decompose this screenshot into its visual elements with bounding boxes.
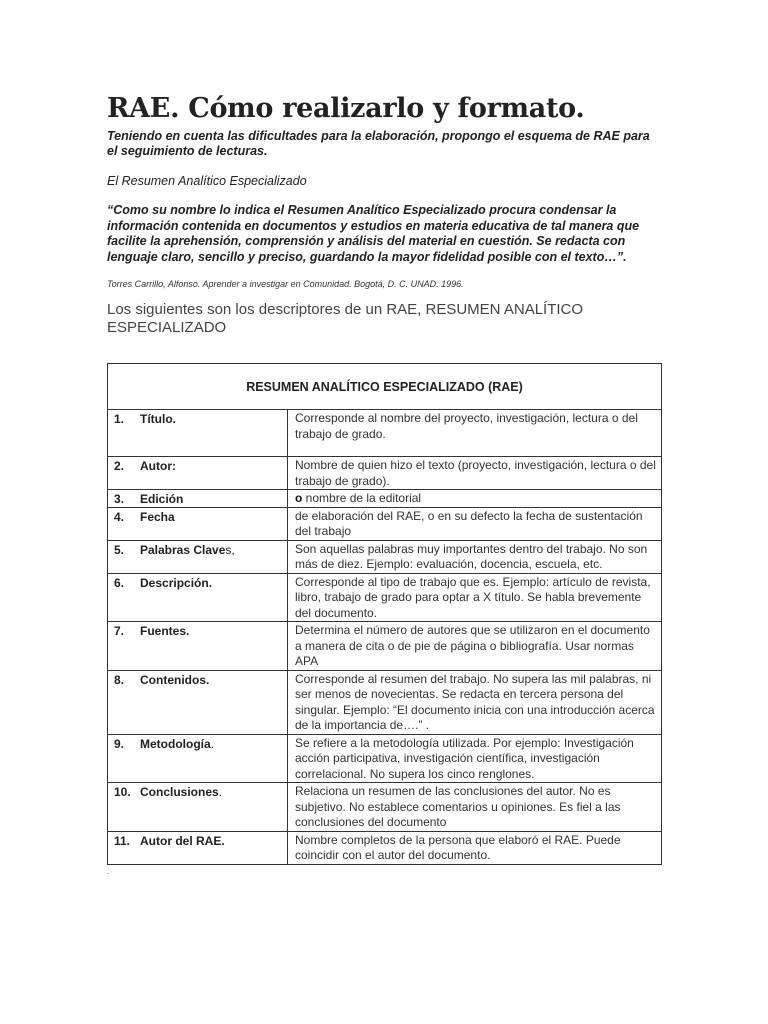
table-row	[108, 783, 662, 832]
descriptor-label-tail: s,	[225, 542, 235, 557]
section-subheading: El Resumen Analítico Especializado	[107, 174, 307, 188]
descriptor-number: 11.	[114, 833, 131, 848]
rae-table	[107, 363, 662, 865]
descriptor-number: 9.	[114, 736, 125, 751]
descriptor-number: 4.	[114, 509, 125, 524]
descriptor-label: Título.	[140, 412, 176, 426]
descriptor-label: Contenidos.	[140, 672, 210, 687]
descriptor-label-cell	[108, 490, 288, 508]
descriptor-label: Autor:	[140, 459, 176, 473]
descriptor-label: Palabras Clave	[140, 542, 226, 557]
descriptor-description-bold: o	[295, 491, 303, 505]
table-header: RESUMEN ANALÍTICO ESPECIALIZADO (RAE)	[108, 364, 662, 410]
descriptor-label-cell	[108, 734, 288, 783]
stray-mark: .	[107, 866, 110, 876]
descriptor-description-cell	[288, 507, 662, 540]
descriptor-description-cell	[288, 540, 662, 573]
descriptor-description: Nombre completos de la persona que elaboró el RAE. Puede coincidir con el autor del documento.	[295, 832, 621, 862]
document-body	[107, 93, 663, 337]
descriptor-description: nombre de la editorial	[302, 491, 422, 505]
descriptor-description-cell	[288, 783, 662, 832]
descriptor-number: 7.	[114, 624, 125, 638]
descriptor-label: Conclusiones	[140, 785, 219, 799]
descriptor-label-cell	[108, 670, 288, 734]
descriptor-description-cell	[288, 622, 662, 671]
definition-quote: “Como su nombre lo indica el Resumen Analítico Especializado procura condensar la información contenida en documentos y estudios en materia educativa de tal manera que facilite la aprehensión, comprensión y análisis del material en cuestión. Se redacta con lenguaje claro, sencillo y preciso, guardando la mayor fidelidad posible con el texto…”.	[107, 203, 640, 264]
table-row	[108, 540, 662, 573]
descriptor-label-cell	[108, 573, 288, 622]
descriptor-number: 5.	[114, 542, 125, 557]
descriptor-label-cell	[108, 831, 288, 864]
descriptor-label: Fuentes.	[140, 624, 190, 638]
descriptor-label: Autor del RAE.	[140, 833, 225, 848]
descriptor-description: Corresponde al tipo de trabajo que es. Ejemplo: artículo de revista, libro, trabajo de grado para optar a X título. Se habla brevemente del documento.	[295, 574, 651, 620]
descriptor-number: 8.	[114, 672, 125, 687]
table-row	[108, 831, 662, 864]
table-row	[108, 507, 662, 540]
descriptor-number: 2.	[114, 459, 125, 473]
descriptor-intro: Los siguientes son los descriptores de un RAE, RESUMEN ANALÍTICO ESPECIALIZADO	[107, 301, 584, 336]
descriptor-label: Metodología	[140, 736, 211, 751]
table-row	[108, 670, 662, 734]
table-row	[108, 410, 662, 457]
descriptor-description-cell	[288, 831, 662, 864]
intro-paragraph: Teniendo en cuenta las dificultades para la elaboración, propongo el esquema de RAE para el seguimiento de lecturas.	[107, 129, 650, 158]
table-row	[108, 573, 662, 622]
descriptor-description-cell	[288, 490, 662, 508]
page-title: RAE. Cómo realizarlo y formato.	[107, 93, 585, 124]
table-row	[108, 490, 662, 508]
descriptor-description: de elaboración del RAE, o en su defecto la fecha de sustentación del trabajo	[295, 508, 643, 538]
table-header-row	[108, 364, 662, 410]
descriptor-description: Se refiere a la metodología utilizada. Por ejemplo: Investigación acción participativa, investigación científica, investigación correlacional. No supera los cinco renglones.	[295, 735, 634, 781]
descriptor-label-tail: .	[210, 736, 215, 751]
descriptor-label: Fecha	[140, 509, 175, 524]
descriptor-label-cell	[108, 540, 288, 573]
descriptor-number: 1.	[114, 412, 125, 426]
descriptor-description: Nombre de quien hizo el texto (proyecto, investigación, lectura o del trabajo de grado).	[295, 458, 656, 488]
citation: Torres Carrillo, Alfonso. Aprender a investigar en Comunidad. Bogotá, D. C. UNAD. 1996.	[107, 279, 464, 289]
descriptor-description-cell	[288, 670, 662, 734]
descriptor-label-cell	[108, 507, 288, 540]
descriptor-number: 10.	[114, 785, 131, 799]
descriptor-description: Son aquellas palabras muy importantes dentro del trabajo. No son más de diez. Ejemplo: evaluación, docencia, escuela, etc.	[295, 541, 648, 571]
descriptor-number: 6.	[114, 575, 125, 590]
descriptor-description: Corresponde al resumen del trabajo. No supera las mil palabras, ni ser menos de novecientas. Se redacta en tercera persona del singular. Ejemplo: “El documento inicia con una introducción acerca de la importancia de….” .	[295, 671, 655, 732]
descriptor-label-tail: .	[218, 785, 223, 799]
descriptor-description: Relaciona un resumen de las conclusiones del autor. No es subjetivo. No establece comentarios u opiniones. Es fiel a las conclusiones del documento	[295, 784, 621, 829]
table-row	[108, 734, 662, 783]
descriptor-label-cell	[108, 457, 288, 490]
descriptor-description-cell	[288, 457, 662, 490]
descriptor-label-cell	[108, 410, 288, 457]
descriptor-description: Determina el número de autores que se utilizaron en el documento a manera de cita o de pie de página o bibliografía. Usar normas APA	[295, 623, 650, 668]
table-row	[108, 457, 662, 490]
descriptor-description-cell	[288, 734, 662, 783]
descriptor-description-cell	[288, 573, 662, 622]
descriptor-number: 3.	[114, 492, 125, 506]
table-row	[108, 622, 662, 671]
descriptor-label: Edición	[140, 492, 184, 506]
descriptor-label-cell	[108, 622, 288, 671]
descriptor-description-cell	[288, 410, 662, 457]
descriptor-label-cell	[108, 783, 288, 832]
descriptor-description: Corresponde al nombre del proyecto, investigación, lectura o del trabajo de grado.	[295, 411, 638, 441]
descriptor-label: Descripción.	[140, 575, 213, 590]
